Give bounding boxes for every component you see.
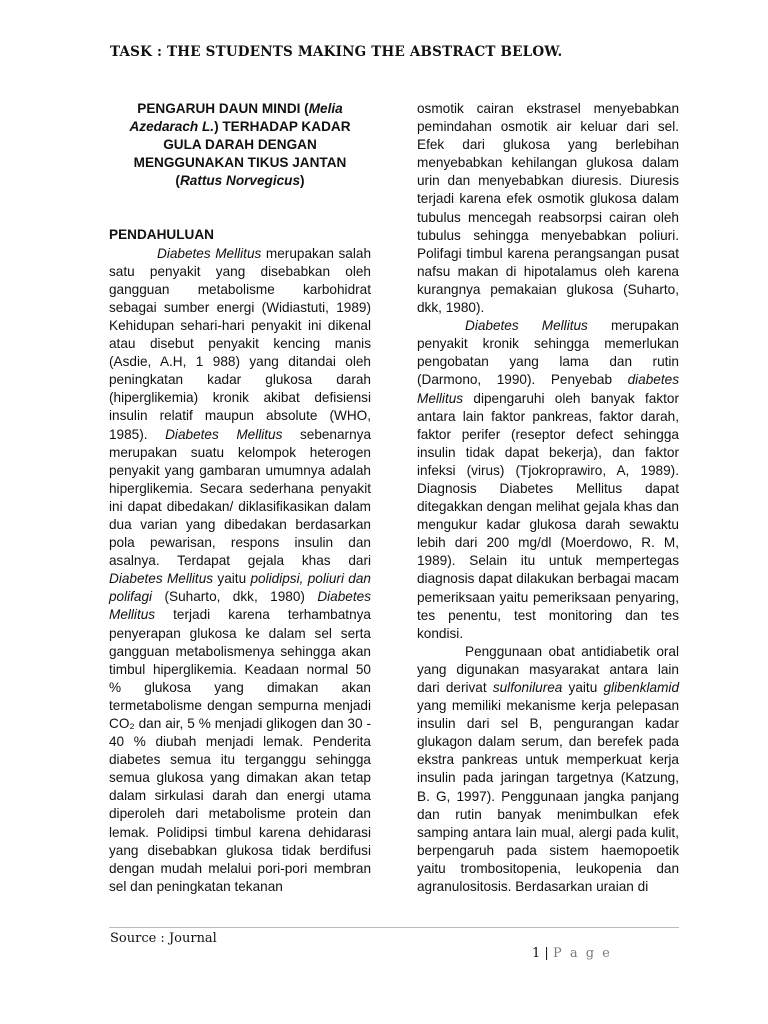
italic-term: polidipsi, poliuri dan polifagi <box>109 571 371 605</box>
body-paragraph: osmotik cairan ekstrasel menyebabkan pemindahan osmotik air keluar dari sel. Efek dari glukosa yang berlebihan menyebabkan kehilangan glukosa dalam urin dan menyebabkan diuresis. Diuresis terjadi karena efek osmotik glukosa dalam tubulus mencegah reabsorpsi cairan oleh tubulus sehingga menyebabkan poliuri. Polifagi timbul karena perangsangan pusat nafsu makan di hipotalamus oleh karena kurangnya pemakaian glukosa (Suharto, dkk, 1980). <box>417 101 679 316</box>
title-species-italic: Azedarach L. <box>129 119 215 135</box>
body-paragraph <box>417 643 679 896</box>
title-text: ) TERHADAP KADAR <box>214 119 351 135</box>
body-text: sebenarnya merupakan suatu kelompok heterogen penyakit yang gambaran umumnya adalah hiperglikemia. Secara sederhana penyakit ini dapat dibedakan/ diklasifikasikan dalam dua varian yang dibedakan berdasarkan pola pewarisan, respons insulin dan asalnya. Terdapat gejala khas dari <box>109 426 372 569</box>
section-heading: PENDAHULUAN <box>109 227 214 243</box>
body-text: merupakan salah satu penyakit yang disebabkan oleh gangguan metabolisme karbohidrat sebagai sumber energi (Widiastuti, 1989) Kehidupan sehari-hari penyakit ini dikenal atau disebut penyakit kencing manis (Asdie, A.H, 1 988) yang ditandai oleh peningkatan kadar glukosa darah (hiperglikemia) kronik akibat defisiensi insulin relatif maupun absolute (WHO, 1985). <box>109 245 372 442</box>
page-label: P a g e <box>552 946 612 961</box>
italic-term: Diabetes Mellitus <box>109 571 214 587</box>
italic-term: sulfonilurea <box>492 680 563 695</box>
left-column <box>109 100 371 896</box>
italic-term: glibenklamid <box>603 680 679 695</box>
italic-term: Diabetes Mellitus <box>109 589 371 623</box>
title-text: PENGARUH DAUN MINDI ( <box>137 101 309 116</box>
italic-term: Diabetes Mellitus <box>165 426 283 442</box>
body-text: yang memiliki mekanisme kerja pelepasan insulin dari sel B, pengurangan kadar glukagon dalam serum, dan berefek pada ekstra pankreas untuk memperkuat kerja insulin pada jaringan targetnya (Katzung, B. G, 1997). Penggunaan jangka panjang dan rutin banyak menimbulkan efek samping antara lain mual, alergi pada kulit, berpengaruh pada sistem haemopoetik yaitu trombositopenia, leukopenia dan agranulositosis. Berdasarkan uraian di <box>417 698 679 895</box>
title-text: MENGGUNAKAN TIKUS JANTAN <box>133 155 347 171</box>
body-text: merupakan penyakit kronik sehingga memerlukan pengobatan yang lama dan rutin (Darmono, 1990). Penyebab <box>417 318 679 388</box>
body-text: Penggunaan obat antidiabetik oral yang digunakan masyarakat antara lain dari derivat <box>417 643 679 695</box>
page-separator: | <box>544 946 549 961</box>
body-text: terjadi karena terhambatnya penyerapan glukosa ke dalam sel serta gangguan metabolismenya sehingga akan timbul hiperglikemia. Keadaan normal 50 % glukosa yang dimakan akan termetabolisme dengan sempurna menjadi CO₂ dan air, 5 % menjadi glikogen dan 30 - 40 % diubah menjadi lemak. Penderita diabetes semua itu terganggu sehingga semua glukosa yang dimakan akan tetap dalam sirkulasi darah dan energi utama diperoleh dari metabolisme protein dan lemak. Polidipsi timbul karena dehidarasi yang disebabkan glukosa tidak berdifusi dengan mudah melalui pori-pori membran sel dan peningkatan tekanan <box>109 607 371 894</box>
body-paragraph <box>109 245 371 896</box>
title-species-italic: Rattus Norvegicus <box>179 173 301 189</box>
page-number-value: 1 <box>532 946 541 961</box>
body-text: yaitu <box>562 680 604 695</box>
title-text: GULA DARAH DENGAN <box>163 137 317 153</box>
italic-term: Diabetes Mellitus <box>157 245 262 261</box>
italic-term: diabetes Mellitus <box>417 372 679 406</box>
title-text: ) <box>300 173 305 189</box>
right-column <box>417 100 679 896</box>
source-note: Source : Journal <box>110 931 217 946</box>
title-species-italic: Melia <box>308 101 343 116</box>
body-text: dipengaruhi oleh banyak faktor antara lain faktor pankreas, faktor darah, faktor perifer (reseptor defect sehingga insulin tidak dapat bekerja), dan faktor infeksi (virus) (Tjokroprawiro, A, 1989). Diagnosis Diabetes Mellitus dapat ditegakkan dengan melihat gejala khas dan mengukur kadar glukosa darah sewaktu lebih dari 200 mg/dl (Moerdowo, R. M, 1989). Selain itu untuk mempertegas diagnosis dapat dilakukan berbagai macam pemeriksaan yaitu pemeriksaan penyaring, tes penentu, test monitoring dan tes kondisi. <box>417 390 679 641</box>
body-text: yaitu <box>213 571 251 587</box>
title-text: ( <box>175 173 180 189</box>
paper-title <box>109 100 371 190</box>
italic-term: Diabetes Mellitus <box>465 318 588 334</box>
body-text: (Suharto, dkk, 1980) <box>152 589 318 605</box>
footer-divider <box>109 927 679 928</box>
body-paragraph <box>417 317 679 643</box>
task-header: TASK : THE STUDENTS MAKING THE ABSTRACT BELOW. <box>110 44 563 60</box>
page-number <box>532 946 612 961</box>
